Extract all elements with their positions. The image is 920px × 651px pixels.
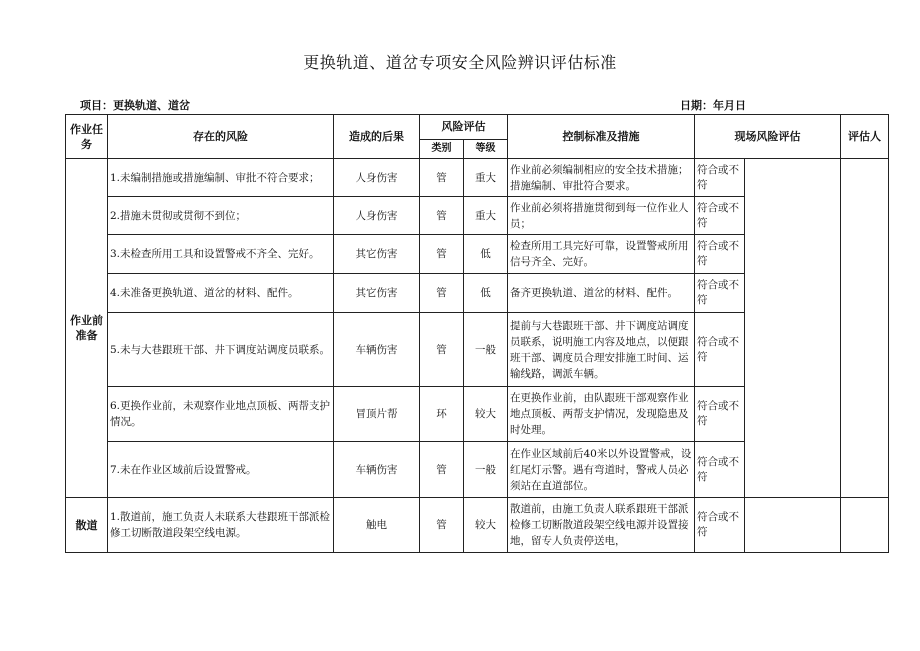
site-eval-cell: 符合或不符 bbox=[695, 313, 745, 387]
header-control: 控制标准及措施 bbox=[508, 115, 695, 159]
level-cell: 一般 bbox=[464, 442, 508, 498]
header-level: 等级 bbox=[464, 140, 508, 159]
assessor-cell bbox=[841, 498, 889, 553]
level-cell: 重大 bbox=[464, 197, 508, 235]
header-assessor: 评估人 bbox=[841, 115, 889, 159]
category-cell: 管 bbox=[420, 197, 464, 235]
page-title: 更换轨道、道岔专项安全风险辨识评估标准 bbox=[303, 53, 617, 72]
control-cell: 在作业区域前后40米以外设置警戒，设红尾灯示警。遇有弯道时，警戒人员必须站在直道部位。 bbox=[508, 442, 695, 498]
level-cell: 低 bbox=[464, 235, 508, 274]
control-cell: 作业前必须编制相应的安全技术措施；措施编制、审批符合要求。 bbox=[508, 159, 695, 197]
control-cell: 提前与大巷跟班干部、井下调度站调度员联系，说明施工内容及地点，以便跟班干部、调度员合理安排施工时间、运输线路，调派车辆。 bbox=[508, 313, 695, 387]
site-eval-cell: 符合或不符 bbox=[695, 159, 745, 197]
control-cell: 作业前必须将措施贯彻到每一位作业人员； bbox=[508, 197, 695, 235]
consequence-cell: 其它伤害 bbox=[334, 274, 420, 313]
table-row bbox=[66, 159, 889, 197]
site-eval-cell: 符合或不符 bbox=[695, 498, 745, 553]
category-cell: 环 bbox=[420, 387, 464, 442]
header-consequence: 造成的后果 bbox=[334, 115, 420, 159]
category-cell: 管 bbox=[420, 235, 464, 274]
risk-cell: 3.未检查所用工具和设置警戒不齐全、完好。 bbox=[108, 235, 334, 274]
site-eval-cell: 符合或不符 bbox=[695, 387, 745, 442]
risk-cell: 6.更换作业前，未观察作业地点顶板、两帮支护情况。 bbox=[108, 387, 334, 442]
header-risk: 存在的风险 bbox=[108, 115, 334, 159]
site-eval-cell: 符合或不符 bbox=[695, 274, 745, 313]
header-risk-eval: 风险评估 bbox=[420, 115, 508, 140]
control-cell: 散道前，由施工负责人联系跟班干部派检修工切断散道段架空线电源并设置接地，留专人负责停送电， bbox=[508, 498, 695, 553]
header-task: 作业任务 bbox=[66, 115, 108, 159]
risk-cell: 7.未在作业区域前后设置警戒。 bbox=[108, 442, 334, 498]
category-cell: 管 bbox=[420, 498, 464, 553]
site-eval-cell: 符合或不符 bbox=[695, 442, 745, 498]
level-cell: 一般 bbox=[464, 313, 508, 387]
control-cell: 在更换作业前，由队跟班干部观察作业地点顶板、两帮支护情况，发现隐患及时处理。 bbox=[508, 387, 695, 442]
site-eval-cell: 符合或不符 bbox=[695, 235, 745, 274]
risk-cell: 1.散道前，施工负责人未联系大巷跟班干部派检修工切断散道段架空线电源。 bbox=[108, 498, 334, 553]
consequence-cell: 车辆伤害 bbox=[334, 313, 420, 387]
consequence-cell: 人身伤害 bbox=[334, 159, 420, 197]
level-cell: 较大 bbox=[464, 387, 508, 442]
risk-cell: 5.未与大巷跟班干部、井下调度站调度员联系。 bbox=[108, 313, 334, 387]
consequence-cell: 冒顶片帮 bbox=[334, 387, 420, 442]
consequence-cell: 触电 bbox=[334, 498, 420, 553]
category-cell: 管 bbox=[420, 313, 464, 387]
site-eval-blank bbox=[745, 498, 841, 553]
date-label: 日期：年月日 bbox=[680, 99, 746, 112]
category-cell: 管 bbox=[420, 442, 464, 498]
risk-cell: 4.未准备更换轨道、道岔的材料、配件。 bbox=[108, 274, 334, 313]
assessor-cell bbox=[841, 159, 889, 498]
category-cell: 管 bbox=[420, 274, 464, 313]
project-label: 项目：更换轨道、道岔 bbox=[80, 99, 190, 112]
consequence-cell: 车辆伤害 bbox=[334, 442, 420, 498]
table-row bbox=[66, 498, 889, 553]
site-eval-blank bbox=[745, 159, 841, 498]
task-cell: 作业前准备 bbox=[66, 159, 108, 498]
control-cell: 备齐更换轨道、道岔的材料、配件。 bbox=[508, 274, 695, 313]
risk-table bbox=[65, 114, 889, 553]
level-cell: 重大 bbox=[464, 159, 508, 197]
category-cell: 管 bbox=[420, 159, 464, 197]
header-category: 类别 bbox=[420, 140, 464, 159]
consequence-cell: 人身伤害 bbox=[334, 197, 420, 235]
level-cell: 低 bbox=[464, 274, 508, 313]
header-site-eval: 现场风险评估 bbox=[695, 115, 841, 159]
risk-cell: 1.未编制措施或措施编制、审批不符合要求； bbox=[108, 159, 334, 197]
task-cell: 散道 bbox=[66, 498, 108, 553]
site-eval-cell: 符合或不符 bbox=[695, 197, 745, 235]
consequence-cell: 其它伤害 bbox=[334, 235, 420, 274]
risk-cell: 2.措施未贯彻或贯彻不到位； bbox=[108, 197, 334, 235]
level-cell: 较大 bbox=[464, 498, 508, 553]
control-cell: 检查所用工具完好可靠，设置警戒所用信号齐全、完好。 bbox=[508, 235, 695, 274]
